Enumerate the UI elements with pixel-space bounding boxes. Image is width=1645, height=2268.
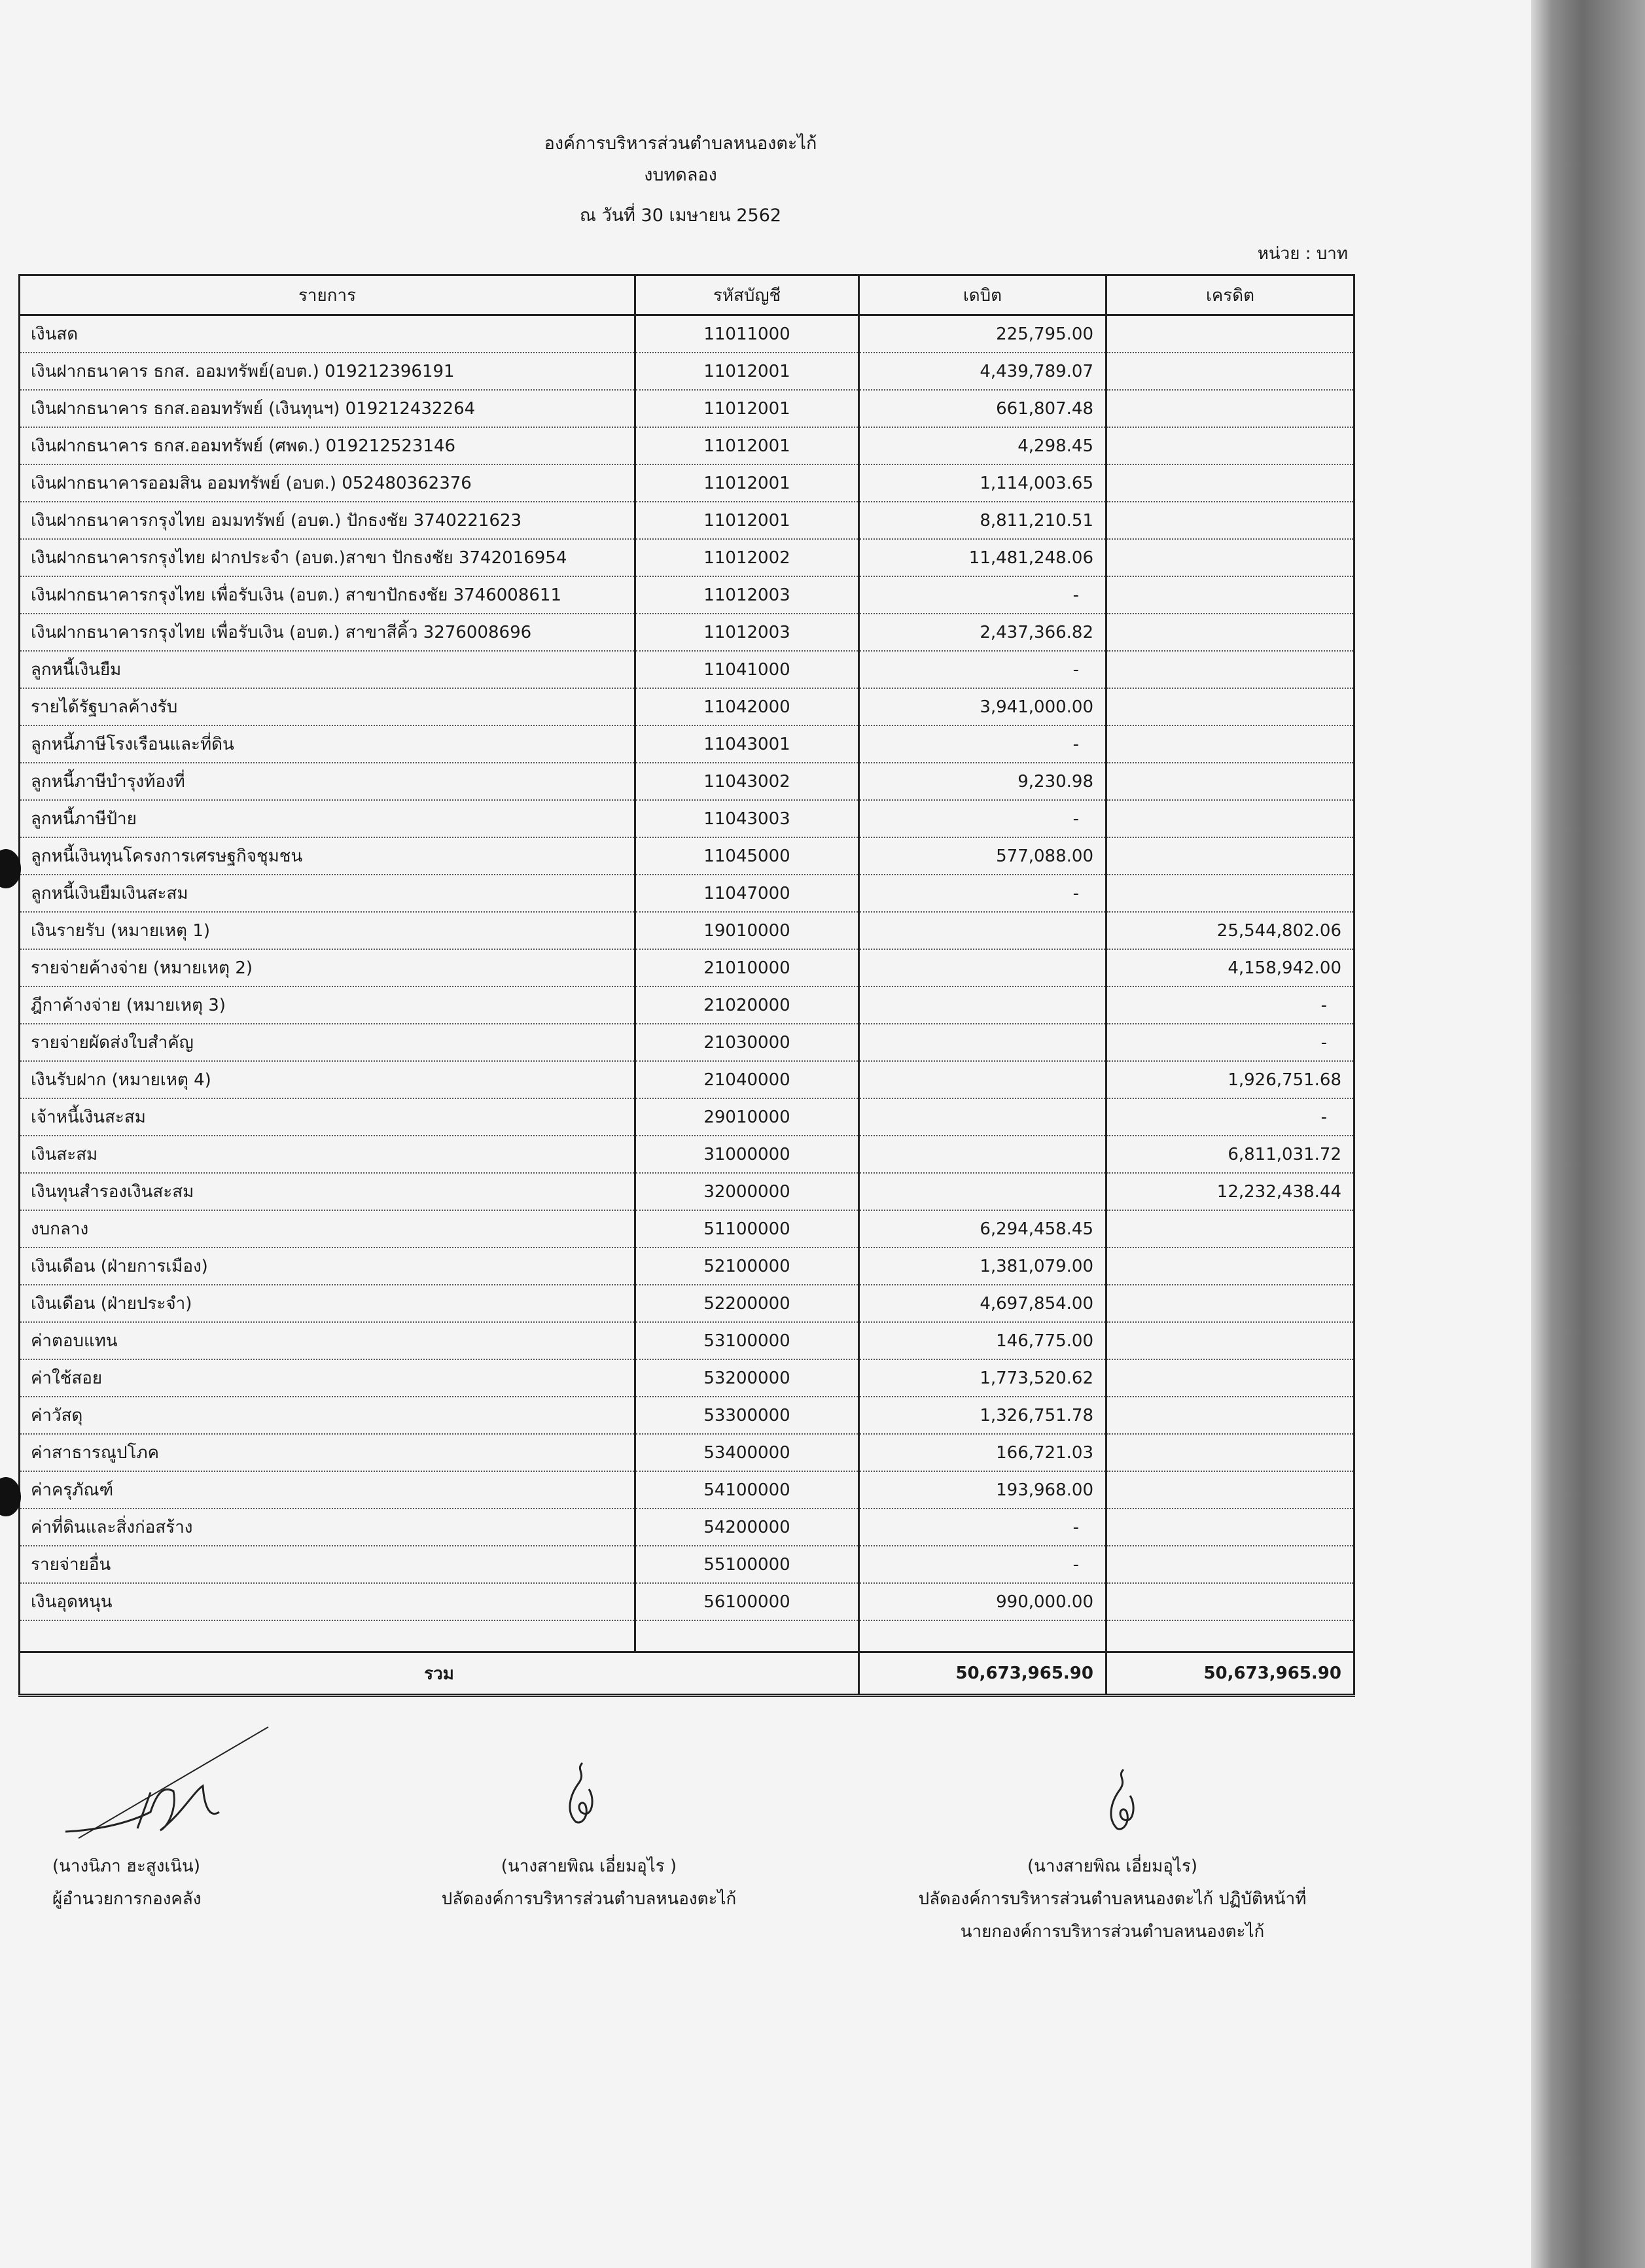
row-account-code: 21030000 [635, 1024, 859, 1061]
row-account-code: 11012001 [635, 390, 859, 427]
row-debit [859, 1024, 1106, 1061]
row-credit [1106, 1210, 1354, 1247]
row-account-code: 53300000 [635, 1397, 859, 1434]
table-row [20, 1546, 1354, 1583]
row-item-name: เงินฝากธนาคาร ธกส.ออมทรัพย์ (เงินทุนฯ) 019212432264 [20, 390, 635, 427]
row-debit: - [859, 800, 1106, 837]
org-name: องค์การบริหารส่วนตำบลหนองตะไก้ [544, 133, 817, 154]
row-account-code: 19010000 [635, 912, 859, 949]
row-debit: 225,795.00 [859, 315, 1106, 353]
unit-label: หน่วย : บาท [1257, 244, 1348, 264]
row-account-code: 21040000 [635, 1061, 859, 1098]
table-row [20, 725, 1354, 763]
table-row [20, 837, 1354, 875]
row-account-code: 11011000 [635, 315, 859, 353]
row-account-code: 11012001 [635, 353, 859, 390]
row-debit: 3,941,000.00 [859, 688, 1106, 725]
row-credit [1106, 464, 1354, 502]
row-account-code: 11043003 [635, 800, 859, 837]
row-credit [1106, 837, 1354, 875]
row-item-name: ฎีกาค้างจ่าย (หมายเหตุ 3) [20, 986, 635, 1024]
table-row [20, 390, 1354, 427]
table-row [20, 1024, 1354, 1061]
signature-block-middle [412, 1850, 766, 1915]
row-account-code: 11043001 [635, 725, 859, 763]
total-label: รวม [20, 1652, 859, 1696]
row-account-code: 32000000 [635, 1173, 859, 1210]
row-credit [1106, 651, 1354, 688]
row-item-name: เงินเดือน (ฝ่ายการเมือง) [20, 1247, 635, 1285]
row-debit: 166,721.03 [859, 1434, 1106, 1471]
row-debit [859, 949, 1106, 986]
row-item-name: เงินเดือน (ฝ่ายประจำ) [20, 1285, 635, 1322]
signature-left [52, 1714, 314, 1845]
row-debit [859, 1061, 1106, 1098]
table-row [20, 1471, 1354, 1509]
table-row [20, 353, 1354, 390]
row-account-code: 52100000 [635, 1247, 859, 1285]
row-item-name: งบกลาง [20, 1210, 635, 1247]
row-credit: 25,544,802.06 [1106, 912, 1354, 949]
row-item-name: เงินสด [20, 315, 635, 353]
row-item-name: ค่าใช้สอย [20, 1359, 635, 1397]
row-debit [859, 1173, 1106, 1210]
row-item-name: รายจ่ายอื่น [20, 1546, 635, 1583]
row-item-name: ค่าที่ดินและสิ่งก่อสร้าง [20, 1509, 635, 1546]
row-credit [1106, 614, 1354, 651]
row-debit [859, 912, 1106, 949]
table-row [20, 1509, 1354, 1546]
table-row [20, 1285, 1354, 1322]
row-credit [1106, 1509, 1354, 1546]
signature-right [1096, 1766, 1148, 1838]
table-row [20, 800, 1354, 837]
row-credit: 1,926,751.68 [1106, 1061, 1354, 1098]
row-debit: 4,439,789.07 [859, 353, 1106, 390]
row-debit: - [859, 1509, 1106, 1546]
row-account-code: 11041000 [635, 651, 859, 688]
table-row [20, 763, 1354, 800]
row-debit: 1,326,751.78 [859, 1397, 1106, 1434]
row-account-code: 51100000 [635, 1210, 859, 1247]
row-item-name: ลูกหนี้ภาษีบำรุงท้องที่ [20, 763, 635, 800]
row-account-code: 29010000 [635, 1098, 859, 1136]
row-debit: 4,298.45 [859, 427, 1106, 464]
row-credit [1106, 725, 1354, 763]
row-credit: 12,232,438.44 [1106, 1173, 1354, 1210]
row-item-name: ลูกหนี้ภาษีโรงเรือนและที่ดิน [20, 725, 635, 763]
row-item-name: ลูกหนี้ภาษีป้าย [20, 800, 635, 837]
table-row [20, 688, 1354, 725]
row-item-name: เงินฝากธนาคารกรุงไทย อมมทรัพย์ (อบต.) ปักธงชัย 3740221623 [20, 502, 635, 539]
row-credit [1106, 1546, 1354, 1583]
row-debit: 1,114,003.65 [859, 464, 1106, 502]
signature-middle [556, 1760, 609, 1832]
row-debit [859, 1098, 1106, 1136]
row-credit [1106, 1322, 1354, 1359]
row-account-code: 11042000 [635, 688, 859, 725]
row-item-name: รายจ่ายค้างจ่าย (หมายเหตุ 2) [20, 949, 635, 986]
row-credit: - [1106, 986, 1354, 1024]
table-row [20, 651, 1354, 688]
signer-position-right-1: ปลัดองค์การบริหารส่วนตำบลหนองตะไก้ ปฏิบัติหน้าที่ [918, 1889, 1307, 1909]
row-debit: 1,381,079.00 [859, 1247, 1106, 1285]
row-item-name: ลูกหนี้เงินทุนโครงการเศรษฐกิจชุมชน [20, 837, 635, 875]
row-debit: 990,000.00 [859, 1583, 1106, 1620]
table-body [20, 315, 1354, 1621]
row-item-name: ค่าวัสดุ [20, 1397, 635, 1434]
row-item-name: รายจ่ายผัดส่งใบสำคัญ [20, 1024, 635, 1061]
row-debit: 2,437,366.82 [859, 614, 1106, 651]
table-row [20, 1397, 1354, 1434]
trial-balance-table [18, 274, 1355, 1697]
row-debit: - [859, 576, 1106, 614]
table-row [20, 1136, 1354, 1173]
row-credit [1106, 800, 1354, 837]
row-credit [1106, 1285, 1354, 1322]
row-account-code: 11012002 [635, 539, 859, 576]
row-item-name: ค่าสาธารณูปโภค [20, 1434, 635, 1471]
row-item-name: เงินฝากธนาคารกรุงไทย ฝากประจำ (อบต.)สาขา ปักธงชัย 3742016954 [20, 539, 635, 576]
table-row [20, 949, 1354, 986]
row-item-name: ลูกหนี้เงินยืมเงินสะสม [20, 875, 635, 912]
row-item-name: ค่าตอบแทน [20, 1322, 635, 1359]
row-credit [1106, 1247, 1354, 1285]
row-credit: 4,158,942.00 [1106, 949, 1354, 986]
table-row [20, 1061, 1354, 1098]
signature-block-left [26, 1850, 262, 1915]
row-item-name: เงินอุดหนุน [20, 1583, 635, 1620]
total-debit: 50,673,965.90 [859, 1652, 1106, 1696]
row-credit: - [1106, 1098, 1354, 1136]
row-item-name: ลูกหนี้เงินยืม [20, 651, 635, 688]
row-credit [1106, 1397, 1354, 1434]
signer-position-middle: ปลัดองค์การบริหารส่วนตำบลหนองตะไก้ [441, 1889, 737, 1909]
as-of-date: ณ วันที่ 30 เมษายน 2562 [579, 205, 782, 226]
row-debit: 193,968.00 [859, 1471, 1106, 1509]
row-account-code: 53200000 [635, 1359, 859, 1397]
table-row [20, 912, 1354, 949]
row-credit [1106, 688, 1354, 725]
table-row [20, 875, 1354, 912]
row-item-name: รายได้รัฐบาลค้างรับ [20, 688, 635, 725]
row-credit [1106, 576, 1354, 614]
table-row [20, 502, 1354, 539]
row-credit [1106, 390, 1354, 427]
row-account-code: 11045000 [635, 837, 859, 875]
row-credit: - [1106, 1024, 1354, 1061]
row-credit [1106, 315, 1354, 353]
column-header-debit: เดบิต [859, 275, 1106, 315]
row-item-name: เงินฝากธนาคารกรุงไทย เพื่อรับเงิน (อบต.) สาขาสีคิ้ว 3276008696 [20, 614, 635, 651]
table-row [20, 427, 1354, 464]
row-credit [1106, 1359, 1354, 1397]
row-account-code: 11012003 [635, 614, 859, 651]
row-debit: 577,088.00 [859, 837, 1106, 875]
column-header-credit: เครดิต [1106, 275, 1354, 315]
signer-name-left: (นางนิภา ฮะสูงเนิน) [52, 1857, 200, 1876]
row-account-code: 31000000 [635, 1136, 859, 1173]
column-header-item: รายการ [20, 275, 635, 315]
row-account-code: 53400000 [635, 1434, 859, 1471]
row-credit [1106, 539, 1354, 576]
row-item-name: เงินทุนสำรองเงินสะสม [20, 1173, 635, 1210]
table-row [20, 1359, 1354, 1397]
row-debit: 9,230.98 [859, 763, 1106, 800]
row-debit: 8,811,210.51 [859, 502, 1106, 539]
row-debit: - [859, 1546, 1106, 1583]
table-row [20, 986, 1354, 1024]
table-row [20, 1210, 1354, 1247]
table-row [20, 614, 1354, 651]
row-debit: 1,773,520.62 [859, 1359, 1106, 1397]
row-debit: 661,807.48 [859, 390, 1106, 427]
row-account-code: 11012003 [635, 576, 859, 614]
row-debit: - [859, 725, 1106, 763]
signer-name-middle: (นางสายพิณ เอี่ยมอุไร ) [501, 1857, 677, 1876]
row-account-code: 11047000 [635, 875, 859, 912]
row-debit [859, 1136, 1106, 1173]
signature-block-right [903, 1850, 1322, 1948]
row-account-code: 21020000 [635, 986, 859, 1024]
row-credit [1106, 353, 1354, 390]
signer-name-right: (นางสายพิณ เอี่ยมอุไร) [1027, 1857, 1198, 1876]
table-row [20, 1098, 1354, 1136]
row-account-code: 54200000 [635, 1509, 859, 1546]
row-debit: 4,697,854.00 [859, 1285, 1106, 1322]
table-row [20, 1322, 1354, 1359]
row-item-name: เงินสะสม [20, 1136, 635, 1173]
row-item-name: ค่าครุภัณฑ์ [20, 1471, 635, 1509]
row-account-code: 11012001 [635, 464, 859, 502]
row-credit [1106, 502, 1354, 539]
table-row [20, 1583, 1354, 1620]
table-row [20, 1173, 1354, 1210]
row-account-code: 11043002 [635, 763, 859, 800]
row-debit: 146,775.00 [859, 1322, 1106, 1359]
row-debit: - [859, 875, 1106, 912]
row-debit: 11,481,248.06 [859, 539, 1106, 576]
row-credit [1106, 427, 1354, 464]
row-item-name: เงินฝากธนาคาร ธกส. ออมทรัพย์(อบต.) 019212396191 [20, 353, 635, 390]
table-row [20, 464, 1354, 502]
table-header-row [20, 275, 1354, 315]
row-debit [859, 986, 1106, 1024]
row-item-name: เงินรายรับ (หมายเหตุ 1) [20, 912, 635, 949]
signer-position-left: ผู้อำนวยการกองคลัง [52, 1889, 202, 1909]
total-credit: 50,673,965.90 [1106, 1652, 1354, 1696]
row-credit [1106, 1434, 1354, 1471]
column-header-code: รหัสบัญชี [635, 275, 859, 315]
table-row [20, 576, 1354, 614]
row-account-code: 11012001 [635, 427, 859, 464]
table-row [20, 315, 1354, 353]
table-row [20, 1247, 1354, 1285]
blank-row [20, 1620, 1354, 1652]
row-credit: 6,811,031.72 [1106, 1136, 1354, 1173]
total-row [20, 1652, 1354, 1696]
row-account-code: 11012001 [635, 502, 859, 539]
row-item-name: เงินรับฝาก (หมายเหตุ 4) [20, 1061, 635, 1098]
row-account-code: 55100000 [635, 1546, 859, 1583]
row-debit: 6,294,458.45 [859, 1210, 1106, 1247]
row-account-code: 53100000 [635, 1322, 859, 1359]
row-account-code: 54100000 [635, 1471, 859, 1509]
table-row [20, 1434, 1354, 1471]
row-account-code: 52200000 [635, 1285, 859, 1322]
scanner-edge [1531, 0, 1645, 2268]
table-row [20, 539, 1354, 576]
row-account-code: 56100000 [635, 1583, 859, 1620]
row-credit [1106, 1471, 1354, 1509]
row-item-name: เงินฝากธนาคารกรุงไทย เพื่อรับเงิน (อบต.) สาขาปักธงชัย 3746008611 [20, 576, 635, 614]
row-debit: - [859, 651, 1106, 688]
signer-position-right-2: นายกองค์การบริหารส่วนตำบลหนองตะไก้ [960, 1922, 1265, 1942]
row-credit [1106, 763, 1354, 800]
row-credit [1106, 1583, 1354, 1620]
row-item-name: เงินฝากธนาคาร ธกส.ออมทรัพย์ (ศพด.) 019212523146 [20, 427, 635, 464]
doc-title: งบทดลอง [644, 165, 717, 185]
row-credit [1106, 875, 1354, 912]
row-item-name: เจ้าหนี้เงินสะสม [20, 1098, 635, 1136]
row-item-name: เงินฝากธนาคารออมสิน ออมทรัพย์ (อบต.) 052480362376 [20, 464, 635, 502]
row-account-code: 21010000 [635, 949, 859, 986]
